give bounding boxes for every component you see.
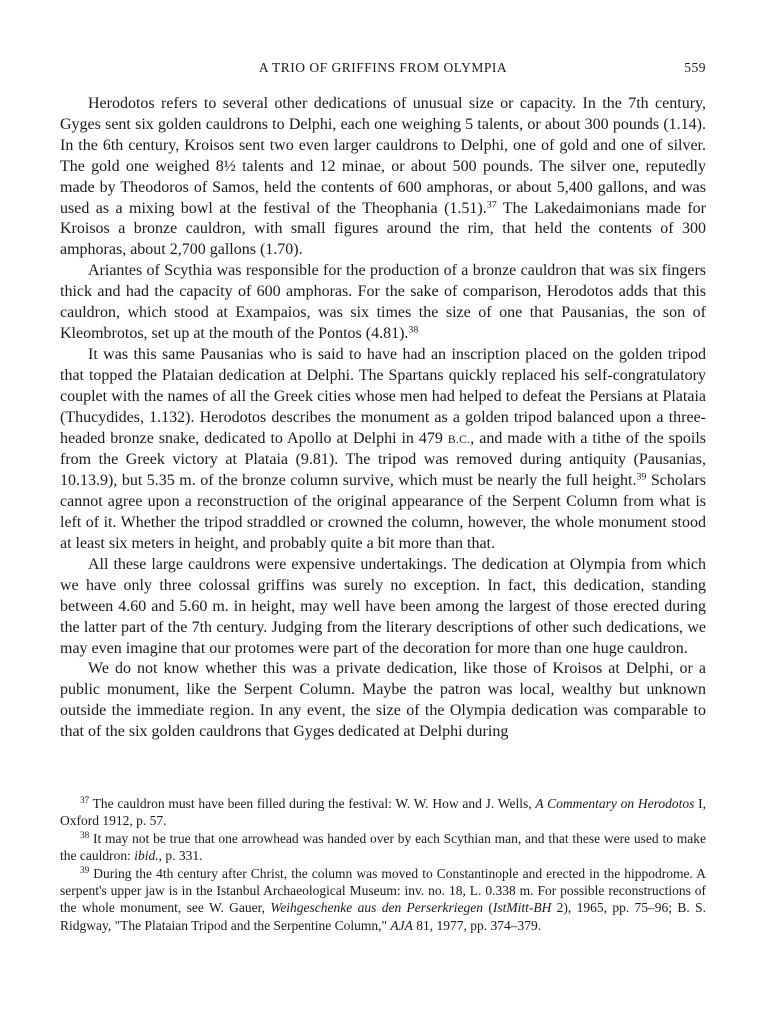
paragraph-1-text-b: The Lakedaimonians made for Kroisos a bronze cauldron, with small figures around the rim, that held the contents of 300 amphoras, about 2,700 gallons (1.70). xyxy=(60,199,706,259)
paragraph-2 xyxy=(60,261,706,345)
footnote-37-book-title: A Commentary on Herodotos xyxy=(535,796,695,811)
footnote-39-text-c: 2), 1965, pp. 75–96; B. S. Ridgway, "The Plataian Tripod and the Serpentine Column," xyxy=(60,900,706,933)
footnote-39-journal: AJA xyxy=(390,917,413,933)
footnote-38-text-a: It may not be true that one arrowhead was handed over by each Scythian man, and that these were used to make the cauldron: xyxy=(60,830,706,864)
footnote-37-text-b: I, Oxford 1912, p. 57. xyxy=(60,796,707,829)
footnote-38-ibid: ibid. xyxy=(134,848,159,864)
footnote-37-number: 37 xyxy=(80,794,90,805)
footnote-37-text-a: The cauldron must have been filled during the festival: W. W. How and J. Wells, xyxy=(89,796,536,811)
footnote-39-book-title: Weihgeschenke aus den Perserkriegen xyxy=(270,900,483,916)
paragraph-5: We do not know whether this was a private dedication, like those of Kroisos at Delphi, or a public monument, like the Serpent Column. Maybe the patron was local, wealthy but unknown outside the immediate region. In any event, the size of the Olympia dedication was comparable to that of the six golden cauldrons that Gyges dedicated at Delphi during xyxy=(60,660,706,741)
footnote-37 xyxy=(60,795,706,830)
footnotes xyxy=(60,795,706,934)
body-text xyxy=(60,94,706,743)
footnote-ref-39: 39 xyxy=(636,471,647,483)
footnote-39-text-d: 81, 1977, pp. 374–379. xyxy=(412,917,542,933)
paragraph-2-text: Ariantes of Scythia was responsible for the production of a bronze cauldron that was six fingers thick and had the capacity of 600 amphoras. For the sake of comparison, Herodotos adds that this cauldron, which stood at Exampaios, was six times the size of one that Pausanias, the son of Kleombrotos, set up at the mouth of the Pontos (4.81). xyxy=(60,262,706,342)
footnote-ref-38: 38 xyxy=(408,324,419,336)
paragraph-3 xyxy=(60,345,706,555)
running-head-title: A TRIO OF GRIFFINS FROM OLYMPIA xyxy=(258,60,508,75)
paragraph-1-text-a: Herodotos refers to several other dedications of unusual size or capacity. In the 7th century, Gyges sent six golden cauldrons to Delphi, each one weighing 5 talents, or about 300 pounds (1.14). In the 6th century, Kroisos sent two even larger cauldrons to Delphi, one of gold and one of silver. The gold one weighed 8½ talents and 12 minae, or about 500 pounds. The silver one, reputedly made by Theodoros of Samos, held the contents of 600 amphoras, or about 5,400 gallons, and was used as a mixing bowl at the festival of the Theophania (1.51). xyxy=(60,95,706,217)
paragraph-3-text-b: , and made with a tithe of the spoils from the Greek victory at Plataia (9.81). The tripod was removed during antiquity (Pausanias, 10.13.9), but 5.35 m. of the bronze column survive, which must be nearly the full height. xyxy=(60,429,707,490)
paragraph-1 xyxy=(60,94,706,261)
footnote-39-series: IstMitt-BH xyxy=(492,900,552,916)
footnote-39-text-a: During the 4th century after Christ, the column was moved to Constantinople and erected in the hippodrome. A serpent's upper jaw is in the Istanbul Archaeological Museum: inv. no. 18, L. 0.338 m. For possible reconstructions of the whole monument, see W. Gauer, xyxy=(60,865,706,916)
footnote-38-number: 38 xyxy=(80,829,90,840)
footnote-39-number: 39 xyxy=(80,864,90,875)
running-head xyxy=(60,60,706,80)
footnote-38-text-b: , p. 331. xyxy=(158,848,203,864)
paragraph-4: All these large cauldrons were expensive undertakings. The dedication at Olympia from which we have only three colossal griffins was surely no exception. In fact, this dedication, standing between 4.60 and 5.60 m. in height, may well have been among the largest of those erected during the latter part of the 7th century. Judging from the literary descriptions of other such dedications, we may even imagine that our protomes were part of the decoration for more than one huge cauldron. xyxy=(60,555,706,657)
footnote-39-text-b: ( xyxy=(483,900,493,916)
footnote-38 xyxy=(60,830,706,865)
page-number: 559 xyxy=(684,60,706,75)
era-abbreviation: B.C. xyxy=(447,433,471,446)
footnote-39 xyxy=(60,865,706,935)
paragraph-3-text-c: Scholars cannot agree upon a reconstruction of the original appearance of the Serpent Column from what is left of it. Whether the tripod straddled or crowned the column, however, the whole monument stood at least six meters in height, and probably quite a bit more than that. xyxy=(60,472,706,553)
footnote-ref-37: 37 xyxy=(486,199,497,211)
paragraph-3-text-a: It was this same Pausanias who is said to have had an inscription placed on the golden tripod that topped the Plataian dedication at Delphi. The Spartans quickly replaced his self-congratulatory couplet with the names of all the Greek cities whose men had helped to defeat the Persians at Plataia (Thucydides, 1.132). Herodotos describes the monument as a golden tripod balanced upon a three-headed bronze snake, dedicated to Apollo at Delphi in 479 xyxy=(60,345,706,447)
